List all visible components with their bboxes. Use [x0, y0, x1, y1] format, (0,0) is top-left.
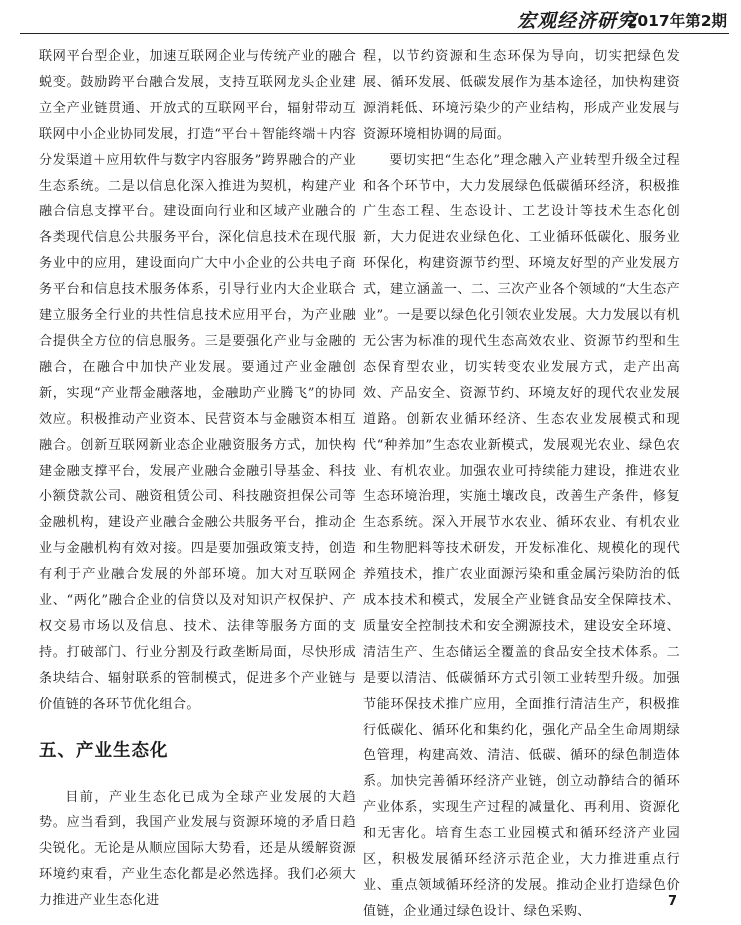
page-number: 7 — [667, 894, 677, 909]
journal-name: 宏观经济研究 — [516, 10, 637, 32]
header-divider — [20, 33, 729, 34]
body-paragraph: 目前，产业生态化已成为全球产业发展的大趋势。应当看到，我国产业发展与资源环境的矛盾日趋尖锐化。无论是从顺应国际大势看，还是从缓解资源环境约束看，产业生态化都是必然选择。我们必须大力推进产业生态化进 — [39, 789, 356, 909]
section-heading: 五、产业生态化 — [39, 740, 169, 761]
body-paragraph: 程，以节约资源和生态环保为导向，切实把绿色发展、循环发展、低碳发展作为基本途径，加快构建资源消耗低、环境污染少的产业结构，形成产业发展与资源环境相协调的局面。 — [363, 49, 680, 142]
page-header — [0, 0, 741, 40]
right-column — [363, 44, 680, 925]
issue-label: 2017年第2期 — [626, 12, 727, 30]
body-paragraph: 要切实把“生态化”理念融入产业转型升级全过程和各个环节中，大力发展绿色低碳循环经济，积极推广生态工程、生态设计、工艺设计等技术生态化创新，大力促进农业绿色化、工业循环低碳化、服务业环保化，构建资源节约型、环境友好型的产业发展方式，建立涵盖一、二、三次产业各个领域的“大生态产业”。一是要以绿色化引领农业发展。大力发展以有机无公害为标准的现代生态高效农业、资源节约型和生态保育型农业，切实转变农业发展方式，走产出高效、产品安全、资源节约、环境友好的现代农业发展道路。创新农业循环经济、生态农业发展模式和现代“种养加”生态农业新模式，发展观光农业、绿色农业、有机农业。加强农业可持续能力建设，推进农业生态环境治理，实施土壤改良，改善生产条件，修复生态系统。深入开展节水农业、循环农业、有机农业和生物肥料等技术研发，开发标准化、规模化的现代养殖技术，推广农业面源污染和重金属污染防治的低成本技术和模式，发展全产业链食品安全保障技术、质量安全控制技术和安全溯源技术，建设安全环境、清洁生产、生态储运全覆盖的食品安全技术体系。二是要以清洁、低碳循环方式引领工业转型升级。加强节能环保技术推广应用，全面推行清洁生产，积极推行低碳化、循环化和集约化，强化产品全生命周期绿色管理，构建高效、清洁、低碳、循环的绿色制造体系。加快完善循环经济产业链，创立动静结合的循环产业体系，实现生产过程的减量化、再利用、资源化和无害化。培育生态工业园模式和循环经济产业园区，积极发展循环经济示范企业，大力推进重点行业、重点领域循环经济的发展。推动企业打造绿色价值链，企业通过绿色设计、绿色采购、 — [363, 152, 680, 919]
left-column — [39, 44, 356, 914]
body-paragraph: 联网平台型企业，加速互联网企业与传统产业的融合蜕变。鼓励跨平台融合发展，支持互联网龙头企业建立全产业链贯通、开放式的互联网平台，辐射带动互联网中小企业协同发展，打造“平台＋智能终端＋内容分发渠道＋应用软件与数字内容服务”跨界融合的产业生态系统。二是以信息化深入推进为契机，构建产业融合信息支撑平台。建设面向行业和区域产业融合的各类现代信息公共服务平台，深化信息技术在现代服务业中的应用，建设面向广大中小企业的公共电子商务平台和信息技术服务体系，引导行业内大企业联合建立服务全行业的共性信息技术应用平台，为产业融合提供全方位的信息服务。三是要强化产业与金融的融合，在融合中加快产业发展。要通过产业金融创新，实现“产业帮金融落地，金融助产业腾飞”的协同效应。积极推动产业资本、民营资本与金融资本相互融合。创新互联网新业态企业融资服务方式，加快构建金融支撑平台，发展产业融合金融引导基金、科技小额贷款公司、融资租赁公司、科技融资担保公司等金融机构，建设产业融合金融公共服务平台，推动企业与金融机构有效对接。四是要加强政策支持，创造有利于产业融合发展的外部环境。加大对互联网企业、“两化”融合企业的信贷以及对知识产权保护、产权交易市场以及信息、技术、法律等服务方面的支持。打破部门、行业分割及行政垄断局面，尽快形成条块结合、辐射联系的管制模式，促进多个产业链与价值链的各环节优化组合。 — [39, 49, 356, 712]
